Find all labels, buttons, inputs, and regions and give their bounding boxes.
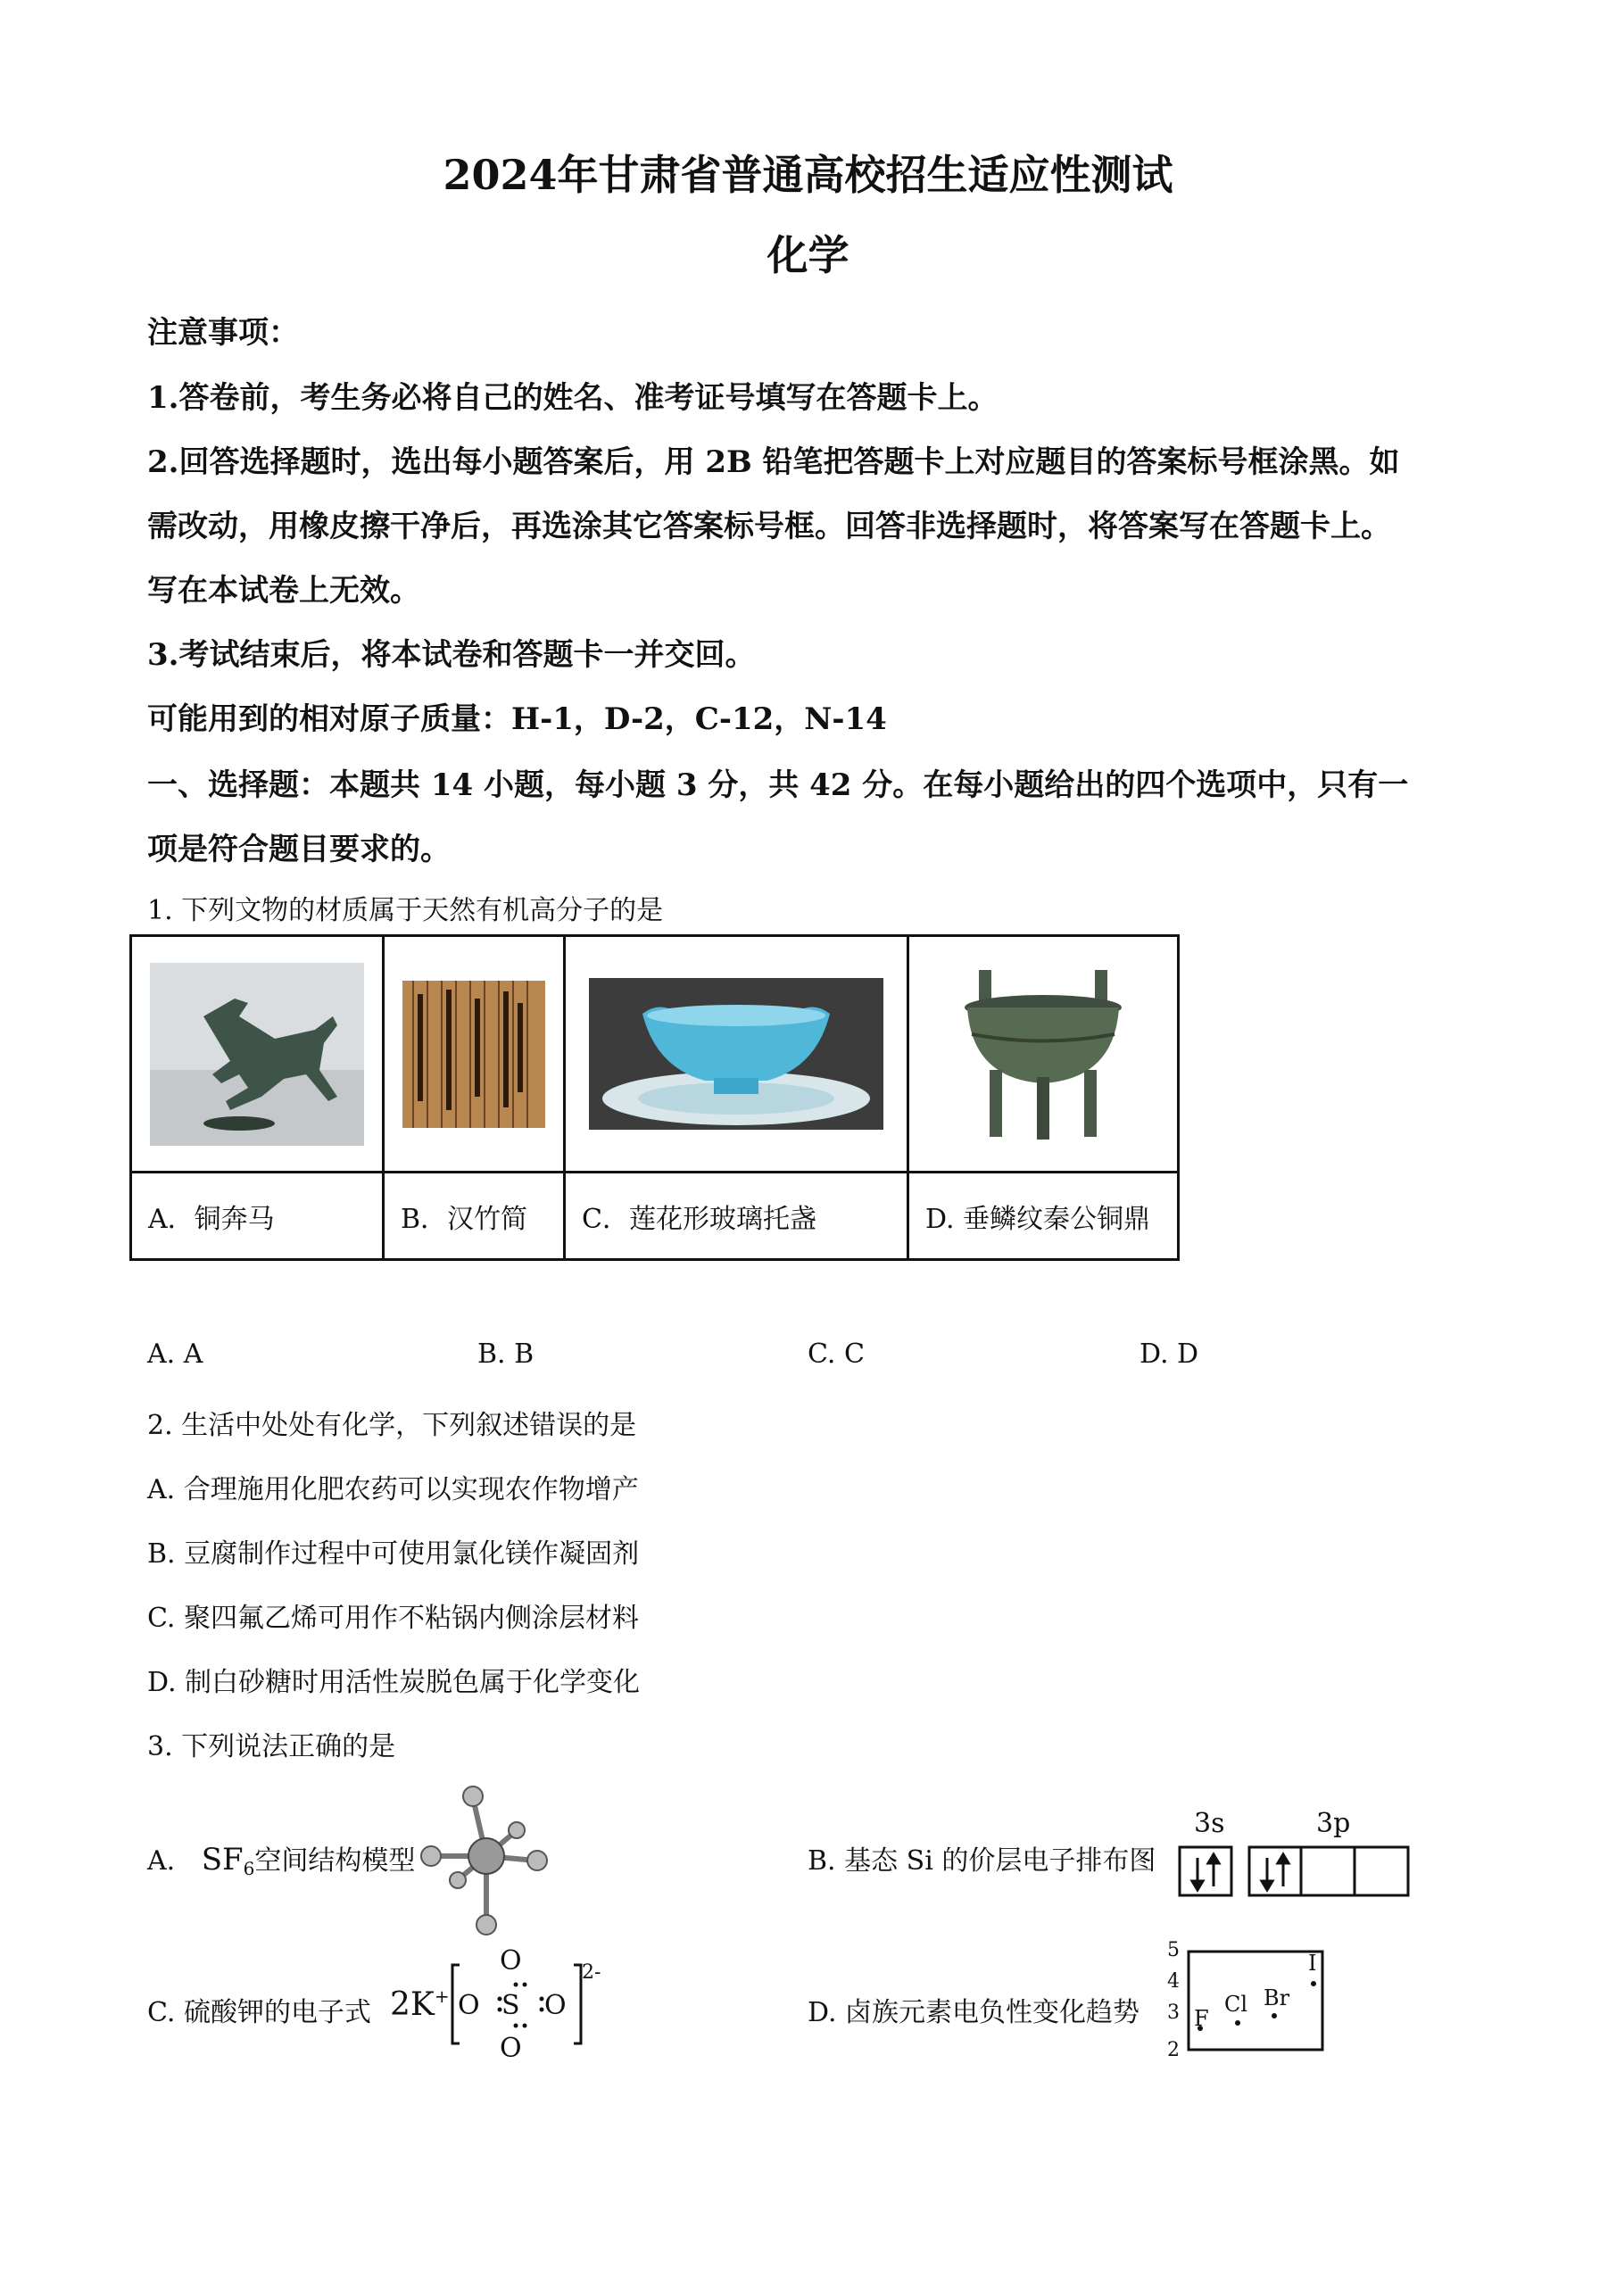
subject-title: 化学 xyxy=(767,231,849,279)
atomic-masses: 可能用到的相对原子质量：H-1，D-2，C-12，N-14 xyxy=(147,701,887,737)
section-1-line-2: 项是符合题目要求的。 xyxy=(147,832,451,867)
relic-image-cell-a xyxy=(131,936,384,1173)
q1-stem: 1. 下列文物的材质属于天然有机高分子的是 xyxy=(147,895,664,926)
q3-stem: 3. 下列说法正确的是 xyxy=(147,1731,396,1762)
sulfate-oxygen-bottom: O xyxy=(500,2033,522,2064)
si-orbital-diagram xyxy=(1178,1845,1412,1899)
q1-option-d: D. D xyxy=(1139,1339,1199,1370)
label-i: I xyxy=(1308,1951,1317,1976)
chart-frame xyxy=(1189,1952,1322,2050)
k2-formula xyxy=(390,1985,450,2023)
exam-title: 2024年甘肃省普通高校招生适应性测试 xyxy=(443,151,1173,199)
sulfate-sulfur: S xyxy=(501,1990,520,2021)
sf6-formula: SF xyxy=(201,1842,244,1877)
orbital-label-3s: 3s xyxy=(1194,1808,1225,1839)
q2-option-c: C. 聚四氟乙烯可用作不粘锅内侧涂层材料 xyxy=(147,1603,639,1634)
q3-option-b: B. 基态 Si 的价层电子排布图 xyxy=(808,1845,1156,1877)
q2-option-d: D. 制白砂糖时用活性炭脱色属于化学变化 xyxy=(147,1667,641,1698)
sulfate-oxygen-right: O xyxy=(544,1990,567,2021)
notice-heading: 注意事项： xyxy=(147,315,299,351)
q1-option-b: B. B xyxy=(477,1339,535,1370)
sf6-caption: 空间结构模型 xyxy=(254,1845,416,1877)
relic-label-d: D. 垂鳞纹秦公铜鼎 xyxy=(908,1173,1179,1260)
notice-item-2-line-3: 写在本试卷上无效。 xyxy=(147,573,420,609)
y-tick-4: 4 xyxy=(1167,1970,1180,1993)
notice-item-1: 1.答卷前，考生务必将自己的姓名、准考证号填写在答题卡上。 xyxy=(147,380,999,416)
notice-item-2-line-2: 需改动，用橡皮擦干净后，再选涂其它答案标号框。回答非选择题时，将答案写在答题卡上。 xyxy=(147,509,1391,544)
point-i xyxy=(1311,1981,1316,1986)
notice-item-2-line-1: 2.回答选择题时，选出每小题答案后，用 2B 铅笔把答题卡上对应题目的答案标号框涂黑。如 xyxy=(147,444,1400,480)
y-tick-5: 5 xyxy=(1167,1939,1180,1961)
y-tick-2: 2 xyxy=(1167,2039,1180,2061)
relic-label-b: B．汉竹简 xyxy=(384,1173,565,1260)
q2-stem: 2. 生活中处处有化学，下列叙述错误的是 xyxy=(147,1410,637,1441)
label-cl: Cl xyxy=(1224,1992,1248,2017)
relic-label-a: A．铜奔马 xyxy=(131,1173,384,1260)
section-1-line-1: 一、选择题：本题共 14 小题，每小题 3 分，共 42 分。在每小题给出的四个选项中，只有一 xyxy=(147,767,1409,803)
notice-item-3: 3.考试结束后，将本试卷和答题卡一并交回。 xyxy=(147,637,756,673)
sulfate-oxygen-top: O xyxy=(500,1945,522,1977)
q3-option-a-prefix: A. xyxy=(147,1845,176,1877)
k-charge: + xyxy=(434,1985,450,2007)
sulfate-charge: 2- xyxy=(582,1961,601,1984)
bronze-ding-image xyxy=(954,963,1132,1146)
q2-option-b: B. 豆腐制作过程中可使用氯化镁作凝固剂 xyxy=(147,1538,640,1570)
relic-label-c: C．莲花形玻璃托盏 xyxy=(565,1173,908,1260)
relic-image-cell-d xyxy=(908,936,1179,1173)
sf6-subscript: 6 xyxy=(243,1858,255,1879)
q3-option-c: C. 硫酸钾的电子式 xyxy=(147,1997,371,2028)
k2-coefficient: 2K xyxy=(390,1986,435,2023)
point-cl xyxy=(1235,2020,1240,2026)
orbital-label-3p: 3p xyxy=(1316,1808,1351,1839)
sf6-ball-and-stick-model xyxy=(415,1780,558,1941)
sulfate-oxygen-left: O xyxy=(458,1990,480,2021)
label-br: Br xyxy=(1264,1985,1290,2010)
point-br xyxy=(1272,2013,1277,2018)
q1-option-a: A. A xyxy=(147,1339,203,1370)
label-f: F xyxy=(1194,2006,1209,2031)
bamboo-slips-image xyxy=(402,981,545,1128)
q2-option-a: A. 合理施用化肥农药可以实现农作物增产 xyxy=(147,1474,639,1505)
relic-image-cell-b xyxy=(384,936,565,1173)
q3-option-d: D. 卤族元素电负性变化趋势 xyxy=(808,1997,1140,2028)
q1-option-c: C. C xyxy=(808,1339,865,1370)
bronze-horse-image xyxy=(150,963,364,1146)
q3-option-a xyxy=(147,1838,415,1879)
relic-image-cell-c xyxy=(565,936,908,1173)
relics-table xyxy=(129,934,1180,1261)
y-tick-3: 3 xyxy=(1167,2002,1180,2024)
lotus-glass-cup-image xyxy=(589,978,883,1130)
